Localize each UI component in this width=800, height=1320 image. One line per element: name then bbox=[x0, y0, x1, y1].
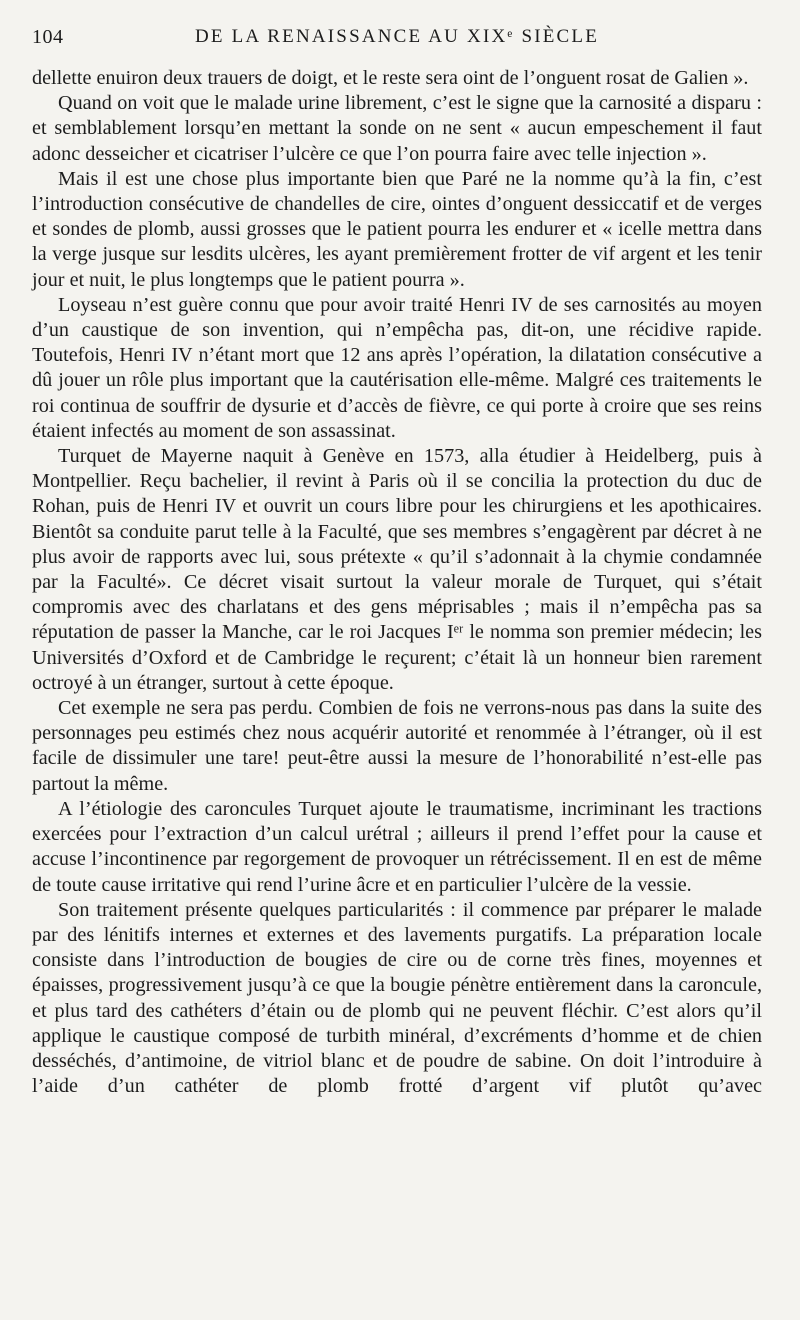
paragraph: dellette enuiron deux trauers de doigt, et le reste sera oint de l’onguent rosat de Galien ». bbox=[32, 67, 749, 89]
running-title: DE LA RENAISSANCE AU XIXᵉ SIÈCLE bbox=[194, 26, 600, 47]
page-header bbox=[32, 18, 762, 66]
paragraph: Quand on voit que le malade urine librement, c’est le signe que la carnosité a disparu : et semblablement lorsqu’en mettant la sonde on ne sent « aucun empeschement il faut adonc desseicher et cicatriser l’ulcère ce que l’on pourra faire avec telle injection ». bbox=[32, 92, 762, 165]
paragraph: Mais il est une chose plus importante bien que Paré ne la nomme qu’à la fin, c’est l’introduction consécutive de chandelles de cire, ointes d’onguent dessiccatif et de verges et sondes de plomb, aussi grosses que le patient pourra les endurer et « icelle mettra dans la verge jusque sur lesdits ulcères, les ayant premièrement frotter de vif argent et les tenir jour et nuit, le plus longtemps que le patient pourra ». bbox=[32, 167, 762, 291]
paragraph: Loyseau n’est guère connu que pour avoir traité Henri IV de ses carnosités au moyen d’un caustique de son invention, qui n’empêcha pas, dit-on, une récidive rapide. Toutefois, Henri IV n’étant mort que 12 ans après l’opération, la dilatation consécutive a dû jouer un rôle plus important que la cautérisation elle-même. Malgré ces traitements le roi continua de souffrir de dysurie et d’accès de fièvre, ce qui porte à croire que ses reins étaient infectés au moment de son assassinat. bbox=[32, 293, 762, 442]
paragraph: Cet exemple ne sera pas perdu. Combien de fois ne verrons-nous pas dans la suite des personnages peu estimés chez nous acquérir autorité et renommée à l’étranger, où il est facile de dissimuler une tare! peut-être aussi la mesure de l’honorabilité n’est-elle pas partout la même. bbox=[32, 697, 762, 795]
page-number: 104 bbox=[32, 26, 64, 48]
paragraph: Turquet de Mayerne naquit à Genève en 1573, alla étudier à Heidelberg, puis à Montpellier. Reçu bachelier, il revint à Paris où il se concilia la protection du duc de Rohan, puis de Henri IV et ouvrit un cours libre pour les chirurgiens et les apothicaires. Bientôt sa conduite parut telle à la Faculté, que ses membres s’engagèrent par décret à ne plus avoir de rapports avec lui, sous prétexte « qu’il s’adonnait à la chymie condamnée par la Faculté». Ce décret visait surtout la valeur morale de Turquet, qui s’était compromis avec des charlatans et des gens méprisables ; mais il n’empêcha pas sa réputation de passer la Manche, car le roi Jacques Iᵉʳ le nomma son premier médecin; les Universités d’Oxford et de Cambridge le reçurent; c’était là un honneur bien rarement octroyé à un étranger, surtout à cette époque. bbox=[32, 445, 762, 694]
page-body bbox=[32, 66, 762, 1099]
paragraph: A l’étiologie des caroncules Turquet ajoute le traumatisme, incriminant les tractions exercées pour l’extraction d’un calcul urétral ; ailleurs il prend l’effet pour la cause et accuse l’incontinence par regorgement de provoquer un rétrécissement. Il en est de même de toute cause irritative qui rend l’urine âcre et en particulier l’ulcère de la vessie. bbox=[32, 797, 762, 896]
paragraph: Son traitement présente quelques particularités : il commence par préparer le malade par des lénitifs internes et externes et des lavements purgatifs. La préparation locale consiste dans l’introduction de bougies de cire ou de corne très fines, moyennes et épaisses, progressivement jusqu’à ce que la bougie pénètre entièrement dans la caroncule, et plus tard des cathéters d’étain ou de plomb qui ne peuvent fléchir. C’est alors qu’il applique le caustique composé de turbith minéral, d’excréments d’homme et de chien desséchés, d’antimoine, de vitriol blanc et de poudre de sabine. On doit l’introduire à l’aide d’un cathéter de plomb frotté d’argent vif plutôt qu’avec bbox=[32, 898, 762, 1098]
